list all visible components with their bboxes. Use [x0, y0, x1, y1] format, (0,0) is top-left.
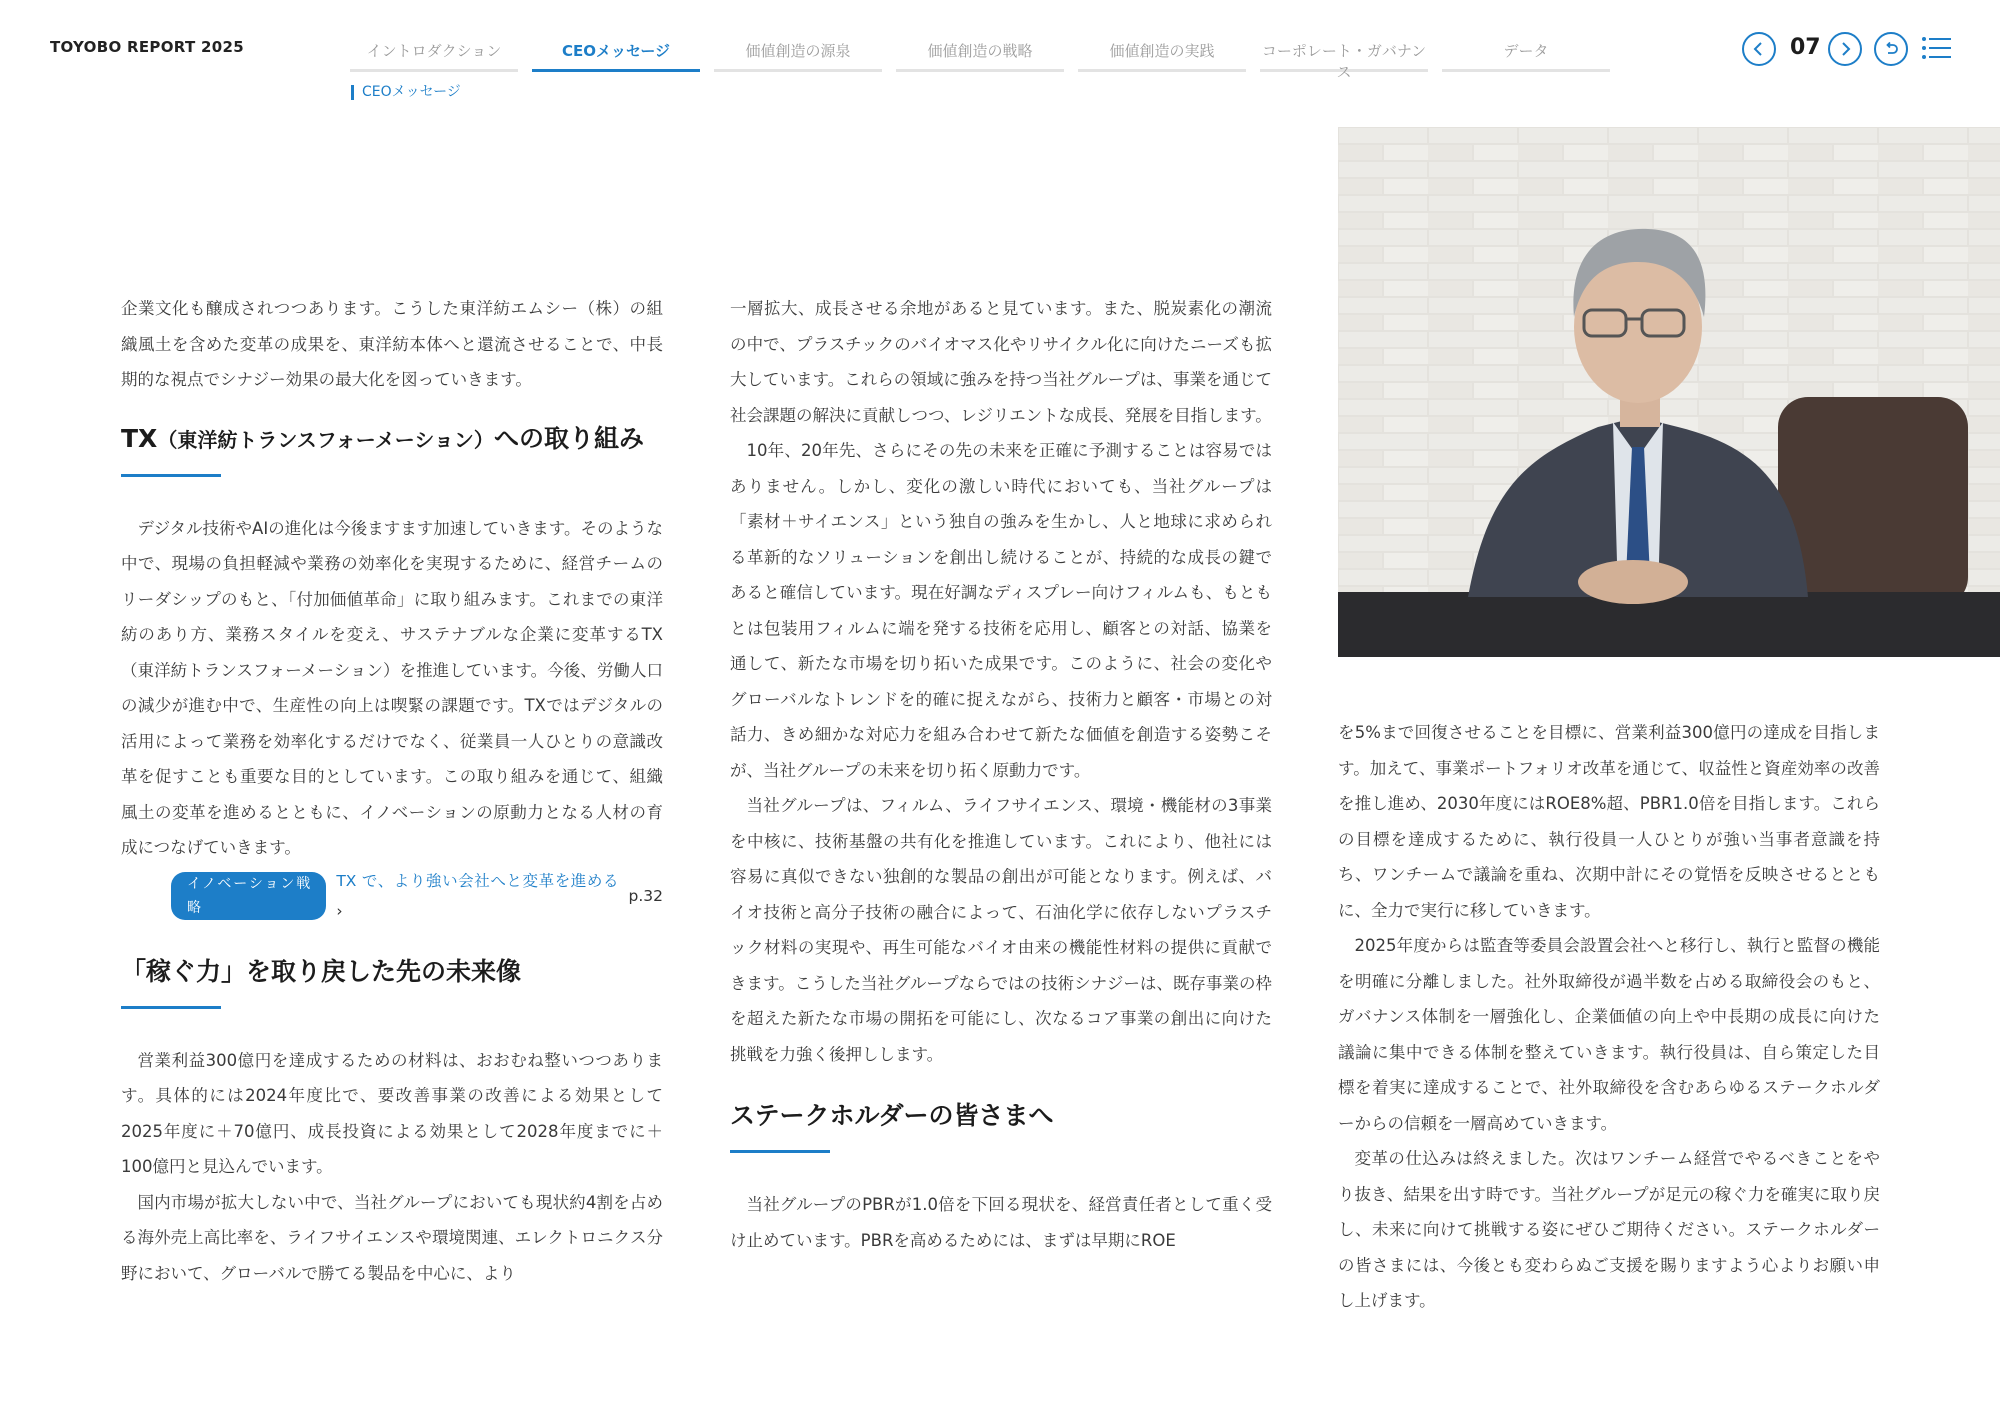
paragraph: 当社グループのPBRが1.0倍を下回る現状を、経営責任者として重く受け止めています。PBRを高めるためには、まずは早期にROE	[730, 1195, 1272, 1250]
paragraph: 一層拡大、成長させる余地があると見ています。また、脱炭素化の潮流の中で、プラスチックのバイオマス化やリサイクル化に向けたニーズも拡大しています。これらの領域に強みを持つ当社グループは、事業を通じて社会課題の解決に貢献しつつ、レジリエントな成長、発展を目指します。	[730, 299, 1272, 425]
tab-data[interactable]: データ	[1442, 36, 1610, 72]
section-tabs	[350, 36, 1610, 81]
breadcrumb: CEOメッセージ	[351, 85, 461, 100]
return-icon	[1883, 41, 1899, 57]
cross-reference	[171, 866, 663, 926]
text-column-3	[1338, 715, 1880, 1319]
heading-tx-end: への取り組み	[493, 423, 644, 453]
tab-value-strategy[interactable]: 価値創造の戦略	[896, 36, 1064, 72]
tab-value-source[interactable]: 価値創造の源泉	[714, 36, 882, 72]
prev-page-button[interactable]	[1742, 32, 1776, 66]
reference-link[interactable]	[336, 866, 618, 926]
chevron-right-icon	[1837, 41, 1853, 57]
paragraph: 企業文化も醸成されつつあります。こうした東洋紡エムシー（株）の組織風土を含めた変革の成果を、東洋紡本体へと還流させることで、中長期的な視点でシナジー効果の最大化を図っていきます。	[121, 299, 663, 389]
reference-link-text: TX で、より強い会社へと変革を進める	[336, 871, 619, 890]
heading-tx-main: TX	[121, 423, 158, 453]
tab-value-practice[interactable]: 価値創造の実践	[1078, 36, 1246, 72]
return-button[interactable]	[1874, 32, 1908, 66]
paragraph: 変革の仕込みは終えました。次はワンチーム経営でやるべきことをやり抜き、結果を出す時です。当社グループが足元の稼ぐ力を確実に取り戻し、未来に向けて挑戦する姿にぜひご期待ください。ステークホルダーの皆さまには、今後とも変わらぬご支援を賜りますよう心よりお願い申し上げます。	[1338, 1149, 1880, 1310]
text-column-2	[730, 291, 1272, 1258]
tab-introduction[interactable]: イントロダクション	[350, 36, 518, 72]
text-column-1	[121, 291, 663, 1291]
reference-badge: イノベーション戦略	[171, 872, 326, 920]
chevron-left-icon	[1751, 41, 1767, 57]
heading-tx	[121, 421, 663, 458]
heading-stakeholders: ステークホルダーの皆さまへ	[730, 1101, 1054, 1130]
paragraph: 国内市場が拡大しない中で、当社グループにおいても現状約4割を占める海外売上高比率を、ライフサイエンスや環境関連、エレクトロニクス分野において、グローバルで勝てる製品を中心に、より	[121, 1192, 663, 1283]
reference-page: p.32	[628, 886, 663, 905]
report-brand: TOYOBO REPORT 2025	[50, 38, 244, 56]
paragraph: 10年、20年先、さらにその先の未来を正確に予測することは容易ではありません。しかし、変化の激しい時代においても、当社グループは「素材＋サイエンス」という独自の強みを生かし、人と地球に求められる革新的なソリューションを創出し続けることが、持続的な成長の鍵であると確信しています。現在好調なディスプレー向けフィルムも、もともとは包装用フィルムに端を発する技術を応用し、顧客との対話、協業を通して、新たな市場を切り拓いた成果です。このように、社会の変化やグローバルなトレンドを的確に捉えながら、技術力と顧客・市場との対話力、きめ細かな対応力を組み合わせて新たな価値を創造する姿勢こそが、当社グループの未来を切り拓く原動力です。	[730, 441, 1272, 780]
paragraph: 当社グループは、フィルム、ライフサイエンス、環境・機能材の3事業を中核に、技術基盤の共有化を推進しています。これにより、他社には容易に真似できない独創的な製品の創出が可能となります。例えば、バイオ技術と高分子技術の融合によって、石油化学に依存しないプラスチック材料の実現や、再生可能なバイオ由来の機能性材料の提供に貢献できます。こうした当社グループならではの技術シナジーは、既存事業の枠を超えた新たな市場の開拓を可能にし、次なるコア事業の創出に向けた挑戦を力強く後押しします。	[730, 796, 1272, 1064]
heading-tx-sub: （東洋紡トランスフォーメーション）	[157, 427, 494, 452]
ceo-photo	[1338, 127, 2000, 657]
chevron-right-icon: ›	[336, 901, 343, 920]
paragraph: デジタル技術やAIの進化は今後ますます加速していきます。そのような中で、現場の負担軽減や業務の効率化を実現するために、経営チームのリーダシップのもと、「付加価値革命」に取り組みます。これまでの東洋紡のあり方、業務スタイルを変え、サステナブルな企業に変革するTX（東洋紡トランスフォーメーション）を推進しています。今後、労働人口の減少が進む中で、生産性の向上は喫緊の課題です。TXではデジタルの活用によって業務を効率化するだけでなく、従業員一人ひとりの意識改革を促すことも重要な目的としています。この取り組みを通じて、組織風土の変革を進めるとともに、イノベーションの原動力となる人材の育成につなげていきます。	[121, 518, 663, 857]
tab-corporate-governance[interactable]: コーポレート・ガバナンス	[1260, 36, 1428, 72]
next-page-button[interactable]	[1828, 32, 1862, 66]
paragraph: を5%まで回復させることを目標に、営業利益300億円の達成を目指します。加えて、事業ポートフォリオ改革を通じて、収益性と資産効率の改善を推し進め、2030年度にはROE8%超、PBR1.0倍を目指します。これらの目標を達成するために、執行役員一人ひとりが強い当事者意識を持ち、ワンチームで議論を重ね、次期中計にその覚悟を反映させるとともに、全力で実行に移していきます。	[1338, 723, 1880, 920]
paragraph: 営業利益300億円を達成するための材料は、おおむね整いつつあります。具体的には2024年度比で、要改善事業の改善による効果として2025年度に＋70億円、成長投資による効果として2028年度までに＋100億円と見込んでいます。	[121, 1050, 663, 1176]
heading-future: 「稼ぐ力」を取り戻した先の未来像	[121, 956, 522, 986]
paragraph: 2025年度からは監査等委員会設置会社へと移行し、執行と監督の機能を明確に分離しました。社外取締役が過半数を占める取締役会のもと、ガバナンス体制を一層強化し、企業価値の向上や中長期の成長に向けた議論に集中できる体制を整えていきます。執行役員は、自ら策定した目標を着実に達成することで、社外取締役を含むあらゆるステークホルダーからの信頼を一層高めていきます。	[1338, 936, 1880, 1133]
menu-icon[interactable]	[1921, 35, 1951, 61]
page-number: 07	[1790, 35, 1821, 60]
tab-ceo-message[interactable]: CEOメッセージ	[532, 36, 700, 72]
